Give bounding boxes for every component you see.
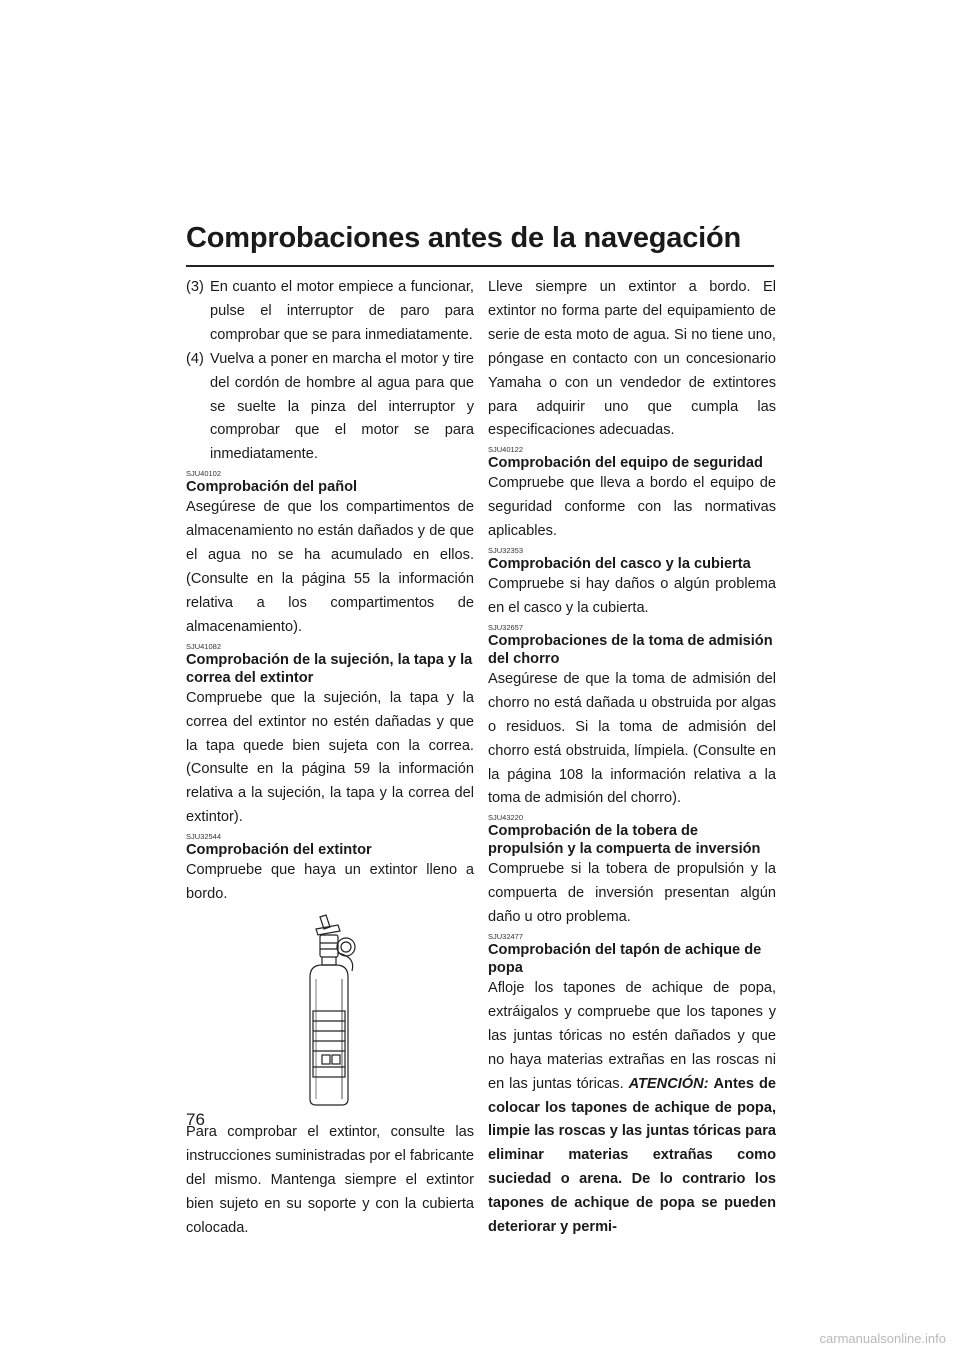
page-number: 76 xyxy=(186,1110,205,1129)
fire-extinguisher-icon xyxy=(298,913,368,1109)
section-heading: Comprobación de la sujeción, la tapa y la correa del extintor xyxy=(186,651,473,686)
section-body: Compruebe si la tobera de propulsión y la compuerta de inversión presentan algún daño u otro problema. xyxy=(488,861,776,926)
section-heading: Comprobación del equipo de seguridad xyxy=(488,455,763,472)
section-code: SJU43220 xyxy=(488,813,524,823)
body-text: Afloje los tapones de achique de popa, extráigalos y compruebe que los tapones y las juntas tóricas no estén dañados y que no haya materias extrañas en las roscas ni en las juntas tóricas. xyxy=(488,980,776,1092)
section-body: Compruebe que la sujeción, la tapa y la correa del extintor no estén dañadas y que la tapa quede bien sujeta con la correa. (Consulte en la página 59 la información relativa a la sujeción, la tapa y la correa del extintor). xyxy=(186,689,474,826)
title-rule xyxy=(186,265,774,267)
section-heading: Comprobación del tapón de achique de popa xyxy=(488,942,762,977)
caution-text: Antes de colocar los tapones de achique de popa, limpie las roscas y las juntas tóricas para eliminar materias extrañas como suciedad o arena. De lo contrario los tapones de achique de popa se pueden deteriorar y permi- xyxy=(488,1075,776,1236)
step-4 xyxy=(186,348,474,468)
right-column xyxy=(488,276,776,1240)
section-body: Asegúrese de que los compartimentos de almacenamiento no están dañados y de que el agua no se ha acumulado en ellos. (Consulte en la página 55 la información relativa a los compartimentos de almacenamiento). xyxy=(186,499,474,635)
section-code: SJU32353 xyxy=(488,546,524,556)
fire-extinguisher-figure xyxy=(186,913,474,1113)
section-heading: Comprobación del pañol xyxy=(186,479,358,496)
section-body: Compruebe si hay daños o algún problema en el casco y la cubierta. xyxy=(488,576,776,616)
section-code: SJU40102 xyxy=(186,469,222,479)
section-body: Asegúrese de que la toma de admisión del chorro no está dañada u obstruida por algas o residuos. Si la toma de admisión del chorro está obstruida, límpiela. (Consulte en la página 108 la información relativa a la toma de admisión del chorro). xyxy=(488,670,776,807)
section-body: Compruebe que lleva a bordo el equipo de seguridad conforme con las normativas aplicables. xyxy=(488,475,776,540)
step-text: En cuanto el motor empiece a funcionar, pulse el interruptor de paro para comprobar que se para inmediatamente. xyxy=(210,279,474,343)
section-code: SJU40122 xyxy=(488,445,524,455)
intro-paragraph: Lleve siempre un extintor a bordo. El extintor no forma parte del equipamiento de serie de esta moto de agua. Si no tiene uno, póngase en contacto con un concesionario Yamaha o con un vendedor de extintores para adquirir uno que cumpla las especificaciones adecuadas. xyxy=(488,279,776,439)
section-code: SJU32477 xyxy=(488,932,524,942)
section-code: SJU32657 xyxy=(488,622,524,632)
section-body: Compruebe que haya un extintor lleno a bordo. xyxy=(186,862,474,903)
section-heading: Comprobación del casco y la cubierta xyxy=(488,556,751,573)
extinguisher-instructions: Para comprobar el extintor, consulte las instrucciones suministradas por el fabricante del mismo. Mantenga siempre el extintor bien sujeto en su soporte y con la cubierta colocada. xyxy=(186,1123,474,1236)
left-column xyxy=(186,276,474,1240)
section-body xyxy=(488,977,776,1240)
section-heading: Comprobación de la tobera de propulsión y la compuerta de inversión xyxy=(488,823,761,858)
section-code: SJU32544 xyxy=(186,832,222,842)
step-number: (4) xyxy=(186,350,204,367)
watermark: carmanualsonline.info xyxy=(819,1331,946,1346)
section-heading: Comprobaciones de la toma de admisión del chorro xyxy=(488,632,773,667)
section-heading: Comprobación del extintor xyxy=(186,842,372,859)
step-number: (3) xyxy=(186,279,204,295)
caution-label: ATENCIÓN: xyxy=(628,1075,709,1092)
step-text: Vuelva a poner en marcha el motor y tire del cordón de hombre al agua para que se suelte la pinza del interruptor y comprobar que el motor se para inmediatamente. xyxy=(210,350,474,463)
page-title: Comprobaciones antes de la navegación xyxy=(186,222,742,254)
section-code: SJU41082 xyxy=(186,641,222,651)
step-3 xyxy=(186,276,474,348)
